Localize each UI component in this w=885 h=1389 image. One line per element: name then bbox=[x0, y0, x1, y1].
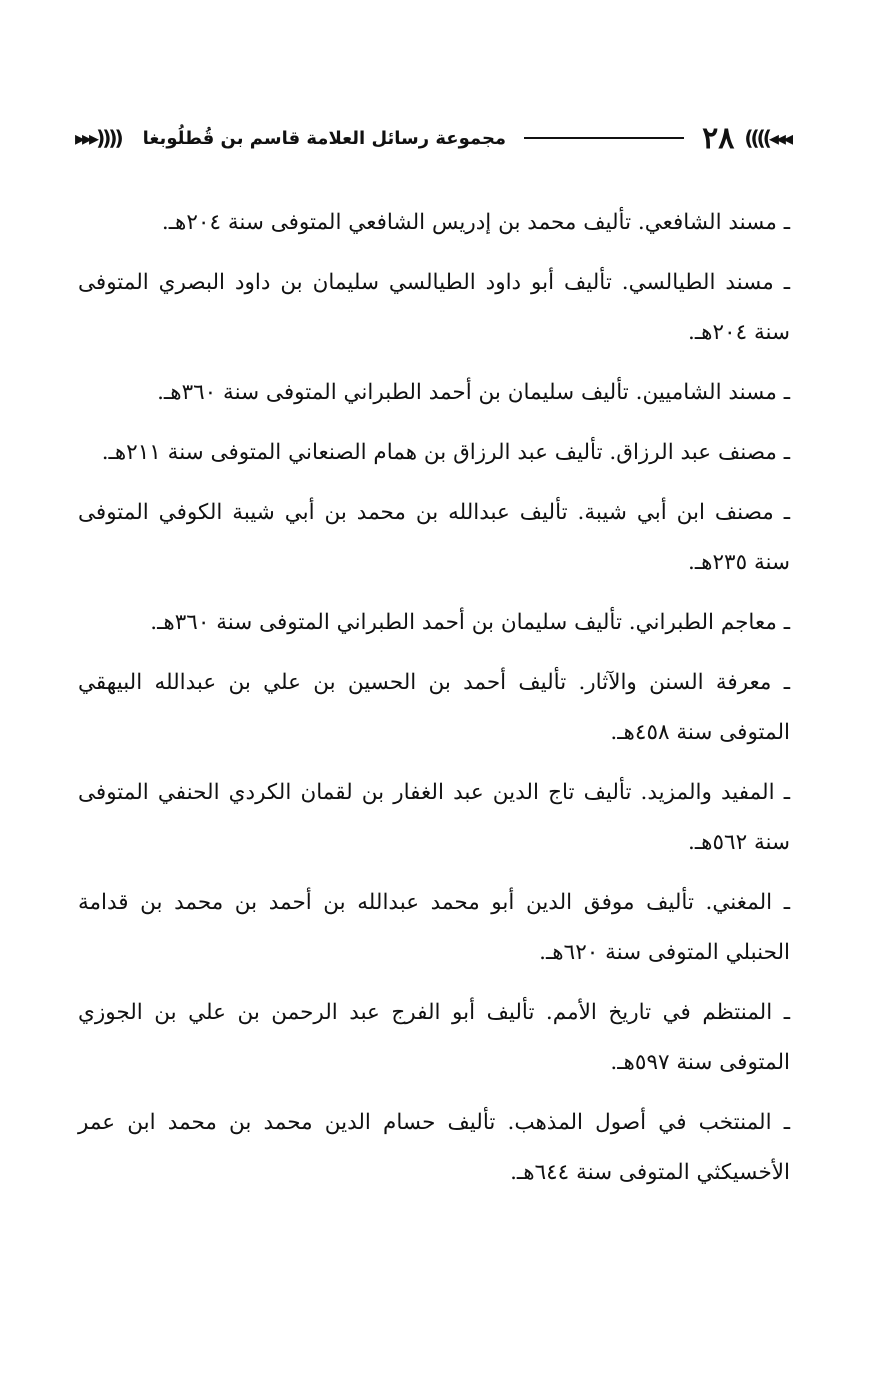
bibliography-entry: ـ المغني. تأليف موفق الدين أبو محمد عبدالله بن أحمد بن محمد بن قدامة الحنبلي المتوفى سنة ٦٢٠هـ. bbox=[78, 890, 790, 965]
bibliography-entry: ـ المنتظم في تاريخ الأمم. تأليف أبو الفرج عبد الرحمن بن علي بن الجوزي المتوفى سنة ٥٩٧هـ. bbox=[78, 1000, 790, 1075]
header-rule bbox=[524, 137, 684, 139]
bibliography-entry: ـ مصنف ابن أبي شيبة. تأليف عبدالله بن محمد بن أبي شيبة الكوفي المتوفى سنة ٢٣٥هـ. bbox=[78, 500, 790, 575]
ornament-left-icon: ((((▸▸▸ bbox=[74, 126, 121, 150]
bibliography-entry: ـ مسند الطيالسي. تأليف أبو داود الطيالسي سليمان بن داود البصري المتوفى سنة ٢٠٤هـ. bbox=[78, 270, 790, 345]
bibliography-entry: ـ مسند الشافعي. تأليف محمد بن إدريس الشافعي المتوفى سنة ٢٠٤هـ. bbox=[161, 210, 790, 235]
bibliography-entry: ـ المفيد والمزيد. تأليف تاج الدين عبد الغفار بن لقمان الكردي الحنفي المتوفى سنة ٥٦٢هـ. bbox=[78, 780, 790, 855]
ornament-right-icon: ◂◂◂)))) bbox=[744, 126, 790, 150]
bibliography-entry: ـ معاجم الطبراني. تأليف سليمان بن أحمد الطبراني المتوفى سنة ٣٦٠هـ. bbox=[150, 610, 790, 635]
bibliography-entry: ـ مسند الشاميين. تأليف سليمان بن أحمد الطبراني المتوفى سنة ٣٦٠هـ. bbox=[157, 380, 790, 405]
bibliography-entry: ـ معرفة السنن والآثار. تأليف أحمد بن الحسين بن علي بن عبدالله البيهقي المتوفى سنة ٤٥٨هـ. bbox=[78, 670, 790, 745]
book-title: مجموعة رسائل العلامة قاسم بن قُطلُوبغا bbox=[142, 127, 507, 149]
bibliography-list bbox=[78, 198, 790, 1208]
bibliography-entry: ـ المنتخب في أصول المذهب. تأليف حسام الدين محمد بن محمد ابن عمر الأخسيكثي المتوفى سنة ٦٤٤هـ. bbox=[78, 1110, 790, 1185]
page-number: ٢٨ bbox=[702, 120, 735, 156]
running-header bbox=[70, 118, 790, 158]
bibliography-entry: ـ مصنف عبد الرزاق. تأليف عبد الرزاق بن همام الصنعاني المتوفى سنة ٢١١هـ. bbox=[101, 440, 790, 465]
